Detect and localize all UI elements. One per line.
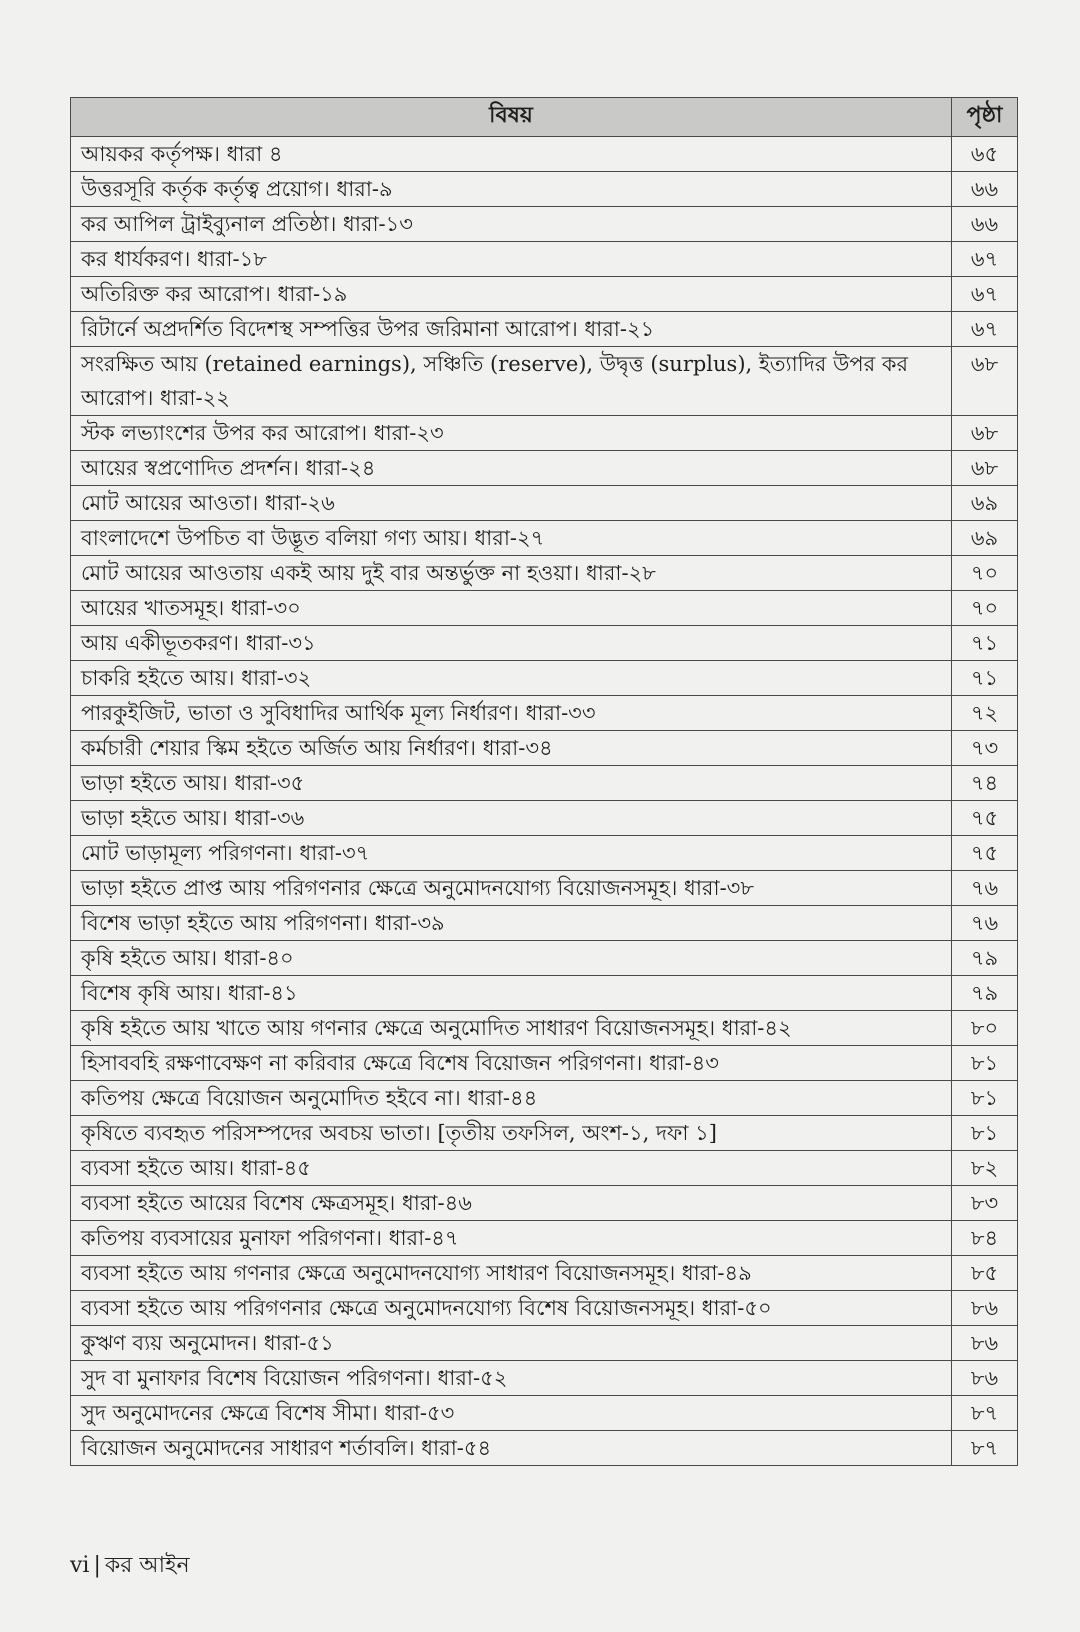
row-page-number: ৬৭ xyxy=(952,312,1018,347)
row-topic: মোট আয়ের আওতায় একই আয় দুই বার অন্তর্ভুক্ত না হওয়া। ধারা-২৮ xyxy=(71,556,952,591)
table-row xyxy=(71,696,1018,731)
table-row xyxy=(71,1361,1018,1396)
table-row xyxy=(71,1291,1018,1326)
row-page-number: ৭৯ xyxy=(952,941,1018,976)
table-row xyxy=(71,416,1018,451)
table-row xyxy=(71,626,1018,661)
row-page-number: ৮১ xyxy=(952,1081,1018,1116)
table-row xyxy=(71,312,1018,347)
table-row xyxy=(71,556,1018,591)
table-row xyxy=(71,451,1018,486)
row-page-number: ৮৬ xyxy=(952,1326,1018,1361)
table-row xyxy=(71,976,1018,1011)
table-header-row xyxy=(71,98,1018,137)
table-row xyxy=(71,1046,1018,1081)
row-page-number: ৬৮ xyxy=(952,451,1018,486)
row-topic: আয়ের স্বপ্রণোদিত প্রদর্শন। ধারা-২৪ xyxy=(71,451,952,486)
table-row xyxy=(71,661,1018,696)
table-row xyxy=(71,836,1018,871)
row-page-number: ৭৬ xyxy=(952,906,1018,941)
row-page-number: ৭৪ xyxy=(952,766,1018,801)
table-row xyxy=(71,347,1018,416)
row-page-number: ৭১ xyxy=(952,661,1018,696)
table-row xyxy=(71,521,1018,556)
row-topic: সংরক্ষিত আয় (retained earnings), সঞ্চিতি (reserve), উদ্বৃত্ত (surplus), ইত্যাদির উপর কর আরোপ। ধারা-২২ xyxy=(71,347,952,416)
row-topic: কতিপয় ক্ষেত্রে বিয়োজন অনুমোদিত হইবে না। ধারা-৪৪ xyxy=(71,1081,952,1116)
row-page-number: ৮৬ xyxy=(952,1361,1018,1396)
table-row xyxy=(71,591,1018,626)
table-row xyxy=(71,207,1018,242)
row-page-number: ৭০ xyxy=(952,556,1018,591)
row-topic: ব্যবসা হইতে আয়ের বিশেষ ক্ষেত্রসমূহ। ধারা-৪৬ xyxy=(71,1186,952,1221)
table-row xyxy=(71,277,1018,312)
row-page-number: ৮৫ xyxy=(952,1256,1018,1291)
header-page: পৃষ্ঠা xyxy=(952,98,1018,137)
row-page-number: ৬৯ xyxy=(952,521,1018,556)
row-topic: বিশেষ কৃষি আয়। ধারা-৪১ xyxy=(71,976,952,1011)
table-row xyxy=(71,172,1018,207)
row-topic: স্টক লভ্যাংশের উপর কর আরোপ। ধারা-২৩ xyxy=(71,416,952,451)
row-topic: ভাড়া হইতে আয়। ধারা-৩৬ xyxy=(71,801,952,836)
table-row xyxy=(71,242,1018,277)
table-row xyxy=(71,1116,1018,1151)
table-row xyxy=(71,1151,1018,1186)
row-topic: আয় একীভূতকরণ। ধারা-৩১ xyxy=(71,626,952,661)
contents-table xyxy=(70,97,1018,1466)
row-topic: আয়কর কর্তৃপক্ষ। ধারা ৪ xyxy=(71,137,952,172)
row-topic: কর আপিল ট্রাইব্যুনাল প্রতিষ্ঠা। ধারা-১৩ xyxy=(71,207,952,242)
row-topic: পারকুইজিট, ভাতা ও সুবিধাদির আর্থিক মূল্য নির্ধারণ। ধারা-৩৩ xyxy=(71,696,952,731)
footer-book-title: কর আইন xyxy=(104,1553,190,1578)
row-topic: আয়ের খাতসমূহ। ধারা-৩০ xyxy=(71,591,952,626)
row-topic: কর্মচারী শেয়ার স্কিম হইতে অর্জিত আয় নির্ধারণ। ধারা-৩৪ xyxy=(71,731,952,766)
row-page-number: ৭১ xyxy=(952,626,1018,661)
table-row xyxy=(71,1186,1018,1221)
row-page-number: ৬৮ xyxy=(952,416,1018,451)
table-row xyxy=(71,137,1018,172)
row-topic: ব্যবসা হইতে আয়। ধারা-৪৫ xyxy=(71,1151,952,1186)
row-page-number: ৮৭ xyxy=(952,1431,1018,1466)
table-row xyxy=(71,766,1018,801)
row-page-number: ৮৪ xyxy=(952,1221,1018,1256)
row-page-number: ৭৫ xyxy=(952,801,1018,836)
row-topic: বিয়োজন অনুমোদনের সাধারণ শর্তাবলি। ধারা-৫৪ xyxy=(71,1431,952,1466)
row-page-number: ৭০ xyxy=(952,591,1018,626)
row-page-number: ৮০ xyxy=(952,1011,1018,1046)
row-topic: ভাড়া হইতে প্রাপ্ত আয় পরিগণনার ক্ষেত্রে অনুমোদনযোগ্য বিয়োজনসমূহ। ধারা-৩৮ xyxy=(71,871,952,906)
row-topic: বাংলাদেশে উপচিত বা উদ্ভূত বলিয়া গণ্য আয়। ধারা-২৭ xyxy=(71,521,952,556)
row-page-number: ৬৯ xyxy=(952,486,1018,521)
row-page-number: ৮২ xyxy=(952,1151,1018,1186)
row-topic: ব্যবসা হইতে আয় পরিগণনার ক্ষেত্রে অনুমোদনযোগ্য বিশেষ বিয়োজনসমূহ। ধারা-৫০ xyxy=(71,1291,952,1326)
row-page-number: ৭৯ xyxy=(952,976,1018,1011)
table-row xyxy=(71,801,1018,836)
table-row xyxy=(71,731,1018,766)
row-page-number: ৭৩ xyxy=(952,731,1018,766)
row-page-number: ৬৬ xyxy=(952,172,1018,207)
table-row xyxy=(71,1221,1018,1256)
row-topic: কৃষি হইতে আয় খাতে আয় গণনার ক্ষেত্রে অনুমোদিত সাধারণ বিয়োজনসমূহ। ধারা-৪২ xyxy=(71,1011,952,1046)
page-footer xyxy=(70,1548,190,1585)
row-page-number: ৮৩ xyxy=(952,1186,1018,1221)
row-page-number: ৮৭ xyxy=(952,1396,1018,1431)
table-row xyxy=(71,1011,1018,1046)
row-topic: কৃষিতে ব্যবহৃত পরিসম্পদের অবচয় ভাতা। [তৃতীয় তফসিল, অংশ-১, দফা ১] xyxy=(71,1116,952,1151)
row-topic: অতিরিক্ত কর আরোপ। ধারা-১৯ xyxy=(71,277,952,312)
table-row xyxy=(71,1256,1018,1291)
row-topic: কৃষি হইতে আয়। ধারা-৪০ xyxy=(71,941,952,976)
contents-table-body xyxy=(71,137,1018,1466)
row-topic: সুদ বা মুনাফার বিশেষ বিয়োজন পরিগণনা। ধারা-৫২ xyxy=(71,1361,952,1396)
table-row xyxy=(71,1326,1018,1361)
row-topic: ভাড়া হইতে আয়। ধারা-৩৫ xyxy=(71,766,952,801)
footer-page-number: vi xyxy=(70,1553,90,1578)
row-page-number: ৬৭ xyxy=(952,277,1018,312)
row-topic: মোট ভাড়ামূল্য পরিগণনা। ধারা-৩৭ xyxy=(71,836,952,871)
footer-separator: | xyxy=(93,1553,101,1578)
row-page-number: ৭৫ xyxy=(952,836,1018,871)
row-page-number: ৭২ xyxy=(952,696,1018,731)
table-row xyxy=(71,1396,1018,1431)
row-page-number: ৭৬ xyxy=(952,871,1018,906)
row-page-number: ৬৫ xyxy=(952,137,1018,172)
header-topic: বিষয় xyxy=(71,98,952,137)
row-page-number: ৮১ xyxy=(952,1046,1018,1081)
row-page-number: ৮১ xyxy=(952,1116,1018,1151)
row-topic: মোট আয়ের আওতা। ধারা-২৬ xyxy=(71,486,952,521)
row-topic: সুদ অনুমোদনের ক্ষেত্রে বিশেষ সীমা। ধারা-৫৩ xyxy=(71,1396,952,1431)
row-topic: বিশেষ ভাড়া হইতে আয় পরিগণনা। ধারা-৩৯ xyxy=(71,906,952,941)
row-topic: কতিপয় ব্যবসায়ের মুনাফা পরিগণনা। ধারা-৪৭ xyxy=(71,1221,952,1256)
table-row xyxy=(71,941,1018,976)
table-row xyxy=(71,486,1018,521)
table-row xyxy=(71,1431,1018,1466)
row-topic: রিটার্নে অপ্রদর্শিত বিদেশস্থ সম্পত্তির উপর জরিমানা আরোপ। ধারা-২১ xyxy=(71,312,952,347)
row-page-number: ৬৬ xyxy=(952,207,1018,242)
row-topic: কর ধার্যকরণ। ধারা-১৮ xyxy=(71,242,952,277)
table-row xyxy=(71,906,1018,941)
table-row xyxy=(71,871,1018,906)
row-page-number: ৬৮ xyxy=(952,347,1018,416)
row-page-number: ৮৬ xyxy=(952,1291,1018,1326)
row-page-number: ৬৭ xyxy=(952,242,1018,277)
row-topic: কুঋণ ব্যয় অনুমোদন। ধারা-৫১ xyxy=(71,1326,952,1361)
row-topic: চাকরি হইতে আয়। ধারা-৩২ xyxy=(71,661,952,696)
row-topic: ব্যবসা হইতে আয় গণনার ক্ষেত্রে অনুমোদনযোগ্য সাধারণ বিয়োজনসমূহ। ধারা-৪৯ xyxy=(71,1256,952,1291)
row-topic: হিসাববহি রক্ষণাবেক্ষণ না করিবার ক্ষেত্রে বিশেষ বিয়োজন পরিগণনা। ধারা-৪৩ xyxy=(71,1046,952,1081)
row-topic: উত্তরসূরি কর্তৃক কর্তৃত্ব প্রয়োগ। ধারা-৯ xyxy=(71,172,952,207)
table-row xyxy=(71,1081,1018,1116)
